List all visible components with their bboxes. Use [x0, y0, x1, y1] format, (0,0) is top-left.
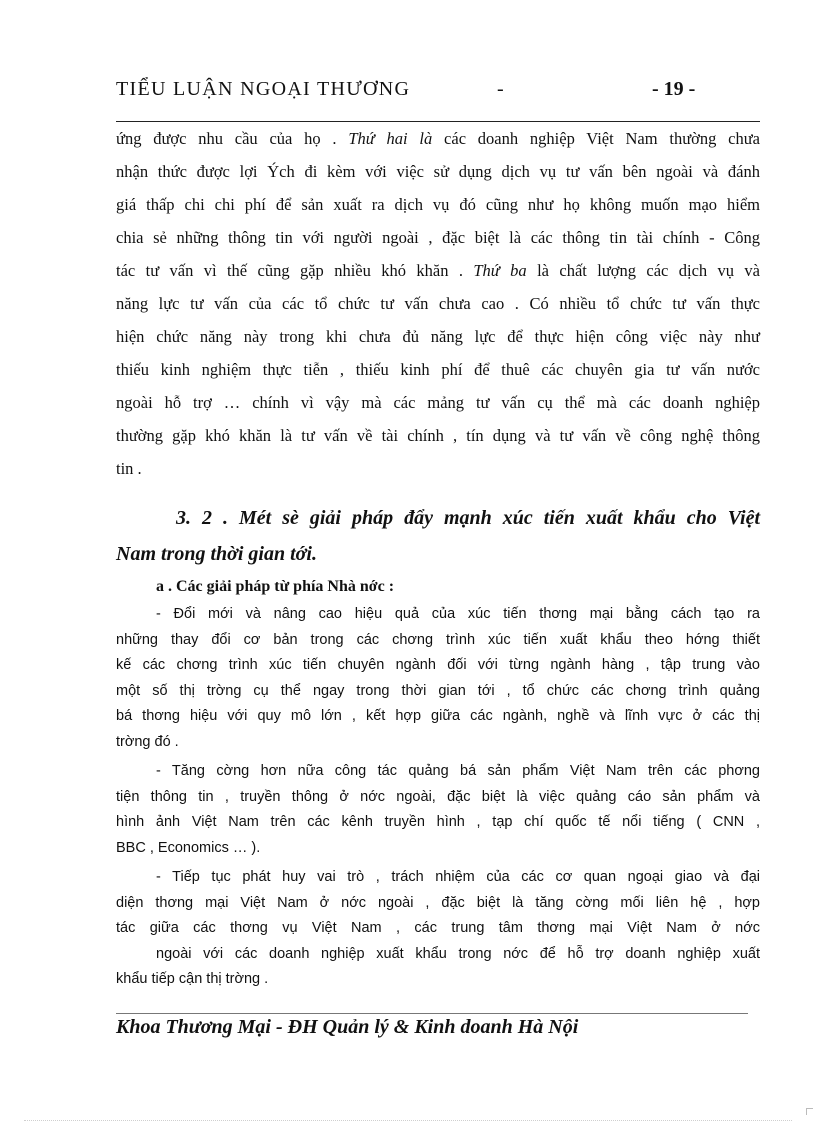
text-line: BBC , Economics … ).	[116, 839, 261, 856]
heading-line: 3. 2 . Mét sè giải pháp đẩy mạnh xúc tiến xuất khẩu cho Việt	[176, 507, 760, 529]
text-line: thiếu kinh nghiệm thực tiễn , thiếu kinh phí để thuê các chuyên gia tư vấn nước	[116, 360, 760, 379]
body-paragraphs-2	[116, 602, 760, 997]
text-line: khẩu tiếp cận thị trờng .	[116, 971, 269, 987]
text-line: chia sẻ những thông tin với người ngoài , đặc biệt là các thông tin tài chính - Công	[116, 228, 760, 247]
running-footer: Khoa Thương Mại - ĐH Quản lý & Kinh doanh Hà Nội	[116, 1016, 579, 1038]
text-line: tác giữa các thơng vụ Việt Nam , các trung tâm thơng mại Việt Nam ở nớc	[116, 920, 760, 936]
page-edge-dotted-line	[24, 1120, 792, 1121]
text-line: - Tiếp tục phát huy vai trò , trách nhiệm của các cơ quan ngoại giao và đại	[156, 869, 760, 885]
text-line: giá thấp chi chi phí để sản xuất ra dịch vụ đó cũng như họ không muốn mạo hiểm	[116, 195, 760, 214]
paragraph-innovation	[116, 602, 760, 755]
paragraph-promotion	[116, 759, 760, 861]
text-line: nhận thức được lợi Ých đi kèm với việc sử dụng dịch vụ tư vấn bên ngoài và đánh	[116, 162, 760, 181]
text-line: trờng đó .	[116, 733, 179, 750]
header-separator: -	[497, 78, 504, 100]
text-line: - Đổi mới và nâng cao hiệu quả của xúc tiến thơng mại bằng cách tạo ra	[156, 606, 760, 622]
text-line: - Tăng cờng hơn nữa công tác quảng bá sản phẩm Việt Nam trên các phơng	[156, 763, 760, 779]
text-line: diện thơng mại Việt Nam ở nớc ngoài , đặc biệt là tăng cờng mối liên hệ , hợp	[116, 894, 760, 911]
paragraph-diplomacy	[116, 865, 760, 993]
text-line: một số thị trờng cụ thể ngay trong thời gian tới , tổ chức các chơng trình quảng	[116, 682, 760, 699]
text-line: những thay đổi cơ bản trong các chơng trình xúc tiến xuất khẩu theo hớng thiết	[116, 631, 760, 648]
footer-rule	[116, 1013, 748, 1014]
section-heading	[116, 500, 760, 572]
text-line: thường gặp khó khăn là tư vấn về tài chính , tín dụng và tư vấn về công nghệ thông	[116, 426, 760, 445]
text-line: bá thơng hiệu với quy mô lớn , kết hợp giữa các ngành, nghề và lĩnh vực ở các thị	[116, 708, 760, 724]
subsection-heading: a . Các giải pháp từ phía Nhà nớc :	[156, 578, 395, 595]
page-corner-mark	[806, 1108, 813, 1115]
text-line: ứng được nhu cầu của họ . Thứ hai là các doanh nghiệp Việt Nam thường chưa	[116, 129, 760, 148]
page-number: - 19 -	[652, 78, 696, 100]
text-line: tiện thông tin , truyền thông ở nớc ngoài, đặc biệt là việc quảng cáo sản phẩm và	[116, 788, 760, 805]
emphasis-text: Thứ hai là	[348, 129, 433, 148]
body-paragraph-1	[116, 122, 760, 485]
text-line: năng lực tư vấn của các tổ chức tư vấn chưa cao . Có nhiều tổ chức tư vấn thực	[116, 294, 760, 313]
text-line: hiện chức năng này trong khi chưa đủ năng lực để thực hiện công việc này như	[116, 327, 760, 346]
text-line: ngoài hỗ trợ … chính vì vậy mà các mảng tư vấn cụ thể mà các doanh nghiệp	[116, 393, 760, 412]
text-line: tin .	[116, 459, 142, 478]
text-line: tác tư vấn vì thế cũng gặp nhiều khó khăn . Thứ ba là chất lượng các dịch vụ và	[116, 261, 761, 280]
text-line: ngoài với các doanh nghiệp xuất khẩu trong nớc để hỗ trợ doanh nghiệp xuất	[156, 945, 760, 962]
text-line: kế các chơng trình xúc tiến chuyên ngành đối với từng ngành hàng , tập trung vào	[116, 657, 760, 673]
heading-line: Nam trong thời gian tới.	[116, 543, 317, 565]
emphasis-text: Thứ ba	[473, 261, 527, 280]
running-header-title: TIỂU LUẬN NGOẠI THƯƠNG	[116, 78, 411, 100]
text-line: hình ảnh Việt Nam trên các kênh truyền hình , tạp chí quốc tế nổi tiếng ( CNN ,	[116, 814, 760, 830]
